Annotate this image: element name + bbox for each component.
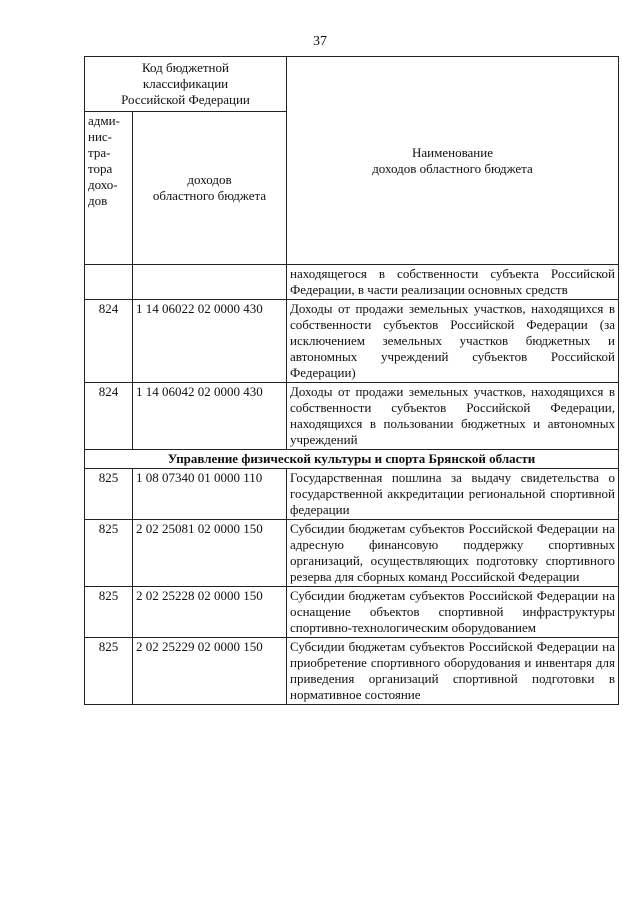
administrator-code <box>85 265 133 300</box>
income-code: 2 02 25228 02 0000 150 <box>133 587 287 638</box>
header-income-name: Наименование доходов областного бюджета <box>287 57 619 265</box>
income-name: Субсидии бюджетам субъектов Российской Федерации на приобретение спортивного оборудования и инвентаря для приведения организаций спортивной подготовки в нормативное состояние <box>287 638 619 705</box>
administrator-code: 825 <box>85 520 133 587</box>
administrator-code: 824 <box>85 300 133 383</box>
income-name: Доходы от продажи земельных участков, находящихся в собственности субъектов Российской Федерации, находящихся в пользовании бюджетных и автономных учреждений <box>287 383 619 450</box>
header-administrator: адми- нис- тра- тора дохо- дов <box>85 112 133 265</box>
page-number: 37 <box>313 34 327 49</box>
table-row <box>85 300 619 383</box>
administrator-code: 824 <box>85 383 133 450</box>
table-row <box>85 383 619 450</box>
income-name: находящегося в собственности субъекта Российской Федерации, в части реализации основных средств <box>287 265 619 300</box>
income-code: 1 08 07340 01 0000 110 <box>133 469 287 520</box>
income-code: 1 14 06022 02 0000 430 <box>133 300 287 383</box>
income-code <box>133 265 287 300</box>
header-budget-code: Код бюджетной классификации Российской Федерации <box>85 57 287 112</box>
administrator-code: 825 <box>85 638 133 705</box>
table-row <box>85 520 619 587</box>
income-name: Государственная пошлина за выдачу свидетельства о государственной аккредитации региональной спортивной федерации <box>287 469 619 520</box>
income-code: 2 02 25229 02 0000 150 <box>133 638 287 705</box>
income-name: Субсидии бюджетам субъектов Российской Федерации на адресную финансовую поддержку спортивных организаций, осуществляющих подготовку спортивного резерва для сборных команд Российской Федерации <box>287 520 619 587</box>
income-name: Доходы от продажи земельных участков, находящихся в собственности субъектов Российской Федерации (за исключением земельных участков бюджетных и автономных учреждений субъектов Российской Федерации) <box>287 300 619 383</box>
section-header-row <box>85 450 619 469</box>
budget-classification-table <box>84 56 619 705</box>
administrator-code: 825 <box>85 469 133 520</box>
income-code: 2 02 25081 02 0000 150 <box>133 520 287 587</box>
table-row <box>85 587 619 638</box>
income-code: 1 14 06042 02 0000 430 <box>133 383 287 450</box>
table-row <box>85 469 619 520</box>
header-income-code: доходов областного бюджета <box>133 112 287 265</box>
section-title: Управление физической культуры и спорта Брянской области <box>85 450 619 469</box>
income-name: Субсидии бюджетам субъектов Российской Федерации на оснащение объектов спортивной инфраструктуры спортивно-технологическим оборудованием <box>287 587 619 638</box>
table-row <box>85 265 619 300</box>
administrator-code: 825 <box>85 587 133 638</box>
table-header-row <box>85 57 619 112</box>
table-row <box>85 638 619 705</box>
